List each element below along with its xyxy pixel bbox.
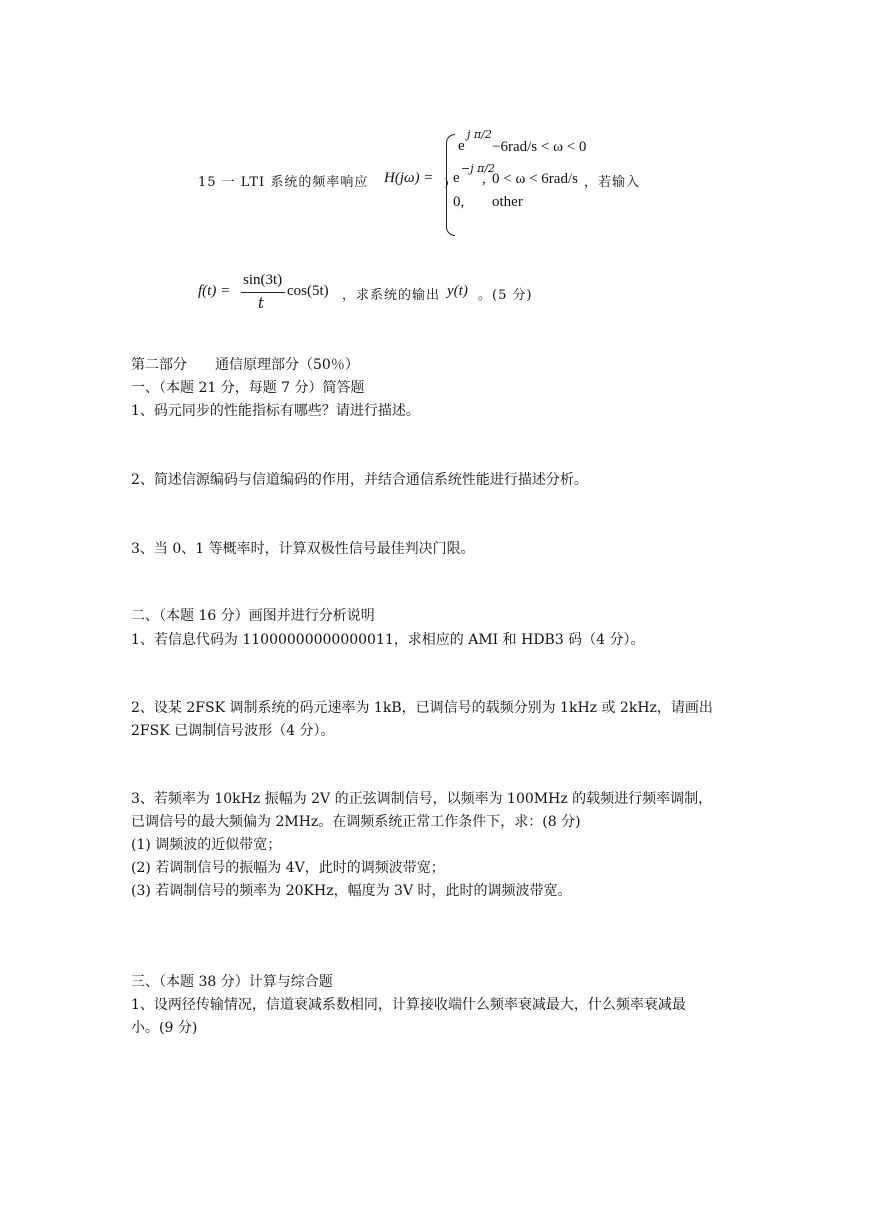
fraction-denominator: t [258, 294, 265, 312]
case1-exponent: j π/2 [467, 128, 492, 141]
transfer-function-lhs: H(jω) = [384, 170, 434, 186]
case2-exponent: −j π/2 [461, 162, 496, 175]
problem15-score: 。(5 分) [478, 288, 533, 303]
section2-question2-line2: 2FSK 已调制信号波形（4 分）。 [131, 723, 335, 739]
problem15-suffix: ，若输入 [584, 175, 641, 190]
part2-title: 第二部分 通信原理部分（50％） [131, 357, 359, 373]
section2-question3-sub2: (2) 若调制信号的振幅为 4V，此时的调频波带宽； [131, 860, 445, 876]
fraction-bar [241, 292, 285, 293]
section3-heading: 三、（本题 38 分）计算与综合题 [131, 974, 333, 990]
section1-heading: 一、（本题 21 分，每题 7 分）简答题 [131, 380, 365, 396]
section2-question2-line1: 2、设某 2FSK 调制系统的码元速率为 1kB，已调信号的载频分别为 1kHz 或 2kHz，请画出 [131, 700, 713, 716]
case2-separator: , [482, 171, 486, 187]
section3-question1-line1: 1、设两径传输情况，信道衰减系数相同，计算接收端什么频率衰减最大，什么频率衰减最 [131, 997, 686, 1013]
output-y: y(t) [447, 283, 468, 299]
case1-base: e [458, 138, 465, 154]
section2-question3-sub1: (1) 调频波的近似带宽； [131, 837, 282, 853]
problem15-ask: ，求系统的输出 [342, 288, 441, 303]
case2-base: e [453, 170, 460, 186]
input-lhs: f(t) = [198, 283, 231, 299]
fraction-numerator: sin(3t) [243, 272, 283, 288]
case2-condition: 0 < ω < 6rad/s [492, 171, 578, 187]
section1-question3: 3、当 0、1 等概率时，计算双极性信号最佳判决门限。 [131, 541, 475, 557]
section1-question1: 1、码元同步的性能指标有哪些？请进行描述。 [131, 403, 420, 419]
section2-question3-sub3: (3) 若调制信号的频率为 20KHz，幅度为 3V 时，此时的调频波带宽。 [131, 883, 572, 899]
problem15-prefix: 15 一 LTI 系统的频率响应 [198, 175, 369, 190]
section1-question2: 2、简述信源编码与信道编码的作用，并结合通信系统性能进行描述分析。 [131, 472, 588, 488]
section3-question1-line2: 小。(9 分) [131, 1020, 198, 1036]
cos-term: cos(5t) [287, 283, 329, 299]
case3-condition: other [492, 194, 523, 210]
case3-value: 0, [453, 194, 465, 210]
section2-question3-line2: 已调信号的最大频偏为 2MHz。在调频系统正常工作条件下，求：(8 分) [131, 814, 581, 830]
section2-question1: 1、若信息代码为 11000000000000011，求相应的 AMI 和 HDB3 码（4 分）。 [131, 632, 645, 648]
section2-question3-line1: 3、若频率为 10kHz 振幅为 2V 的正弦调制信号，以频率为 100MHz 的载频进行频率调制， [131, 791, 713, 807]
case1-condition: −6rad/s < ω < 0 [492, 139, 587, 155]
section2-heading: 二、（本题 16 分）画图并进行分析说明 [131, 608, 375, 624]
